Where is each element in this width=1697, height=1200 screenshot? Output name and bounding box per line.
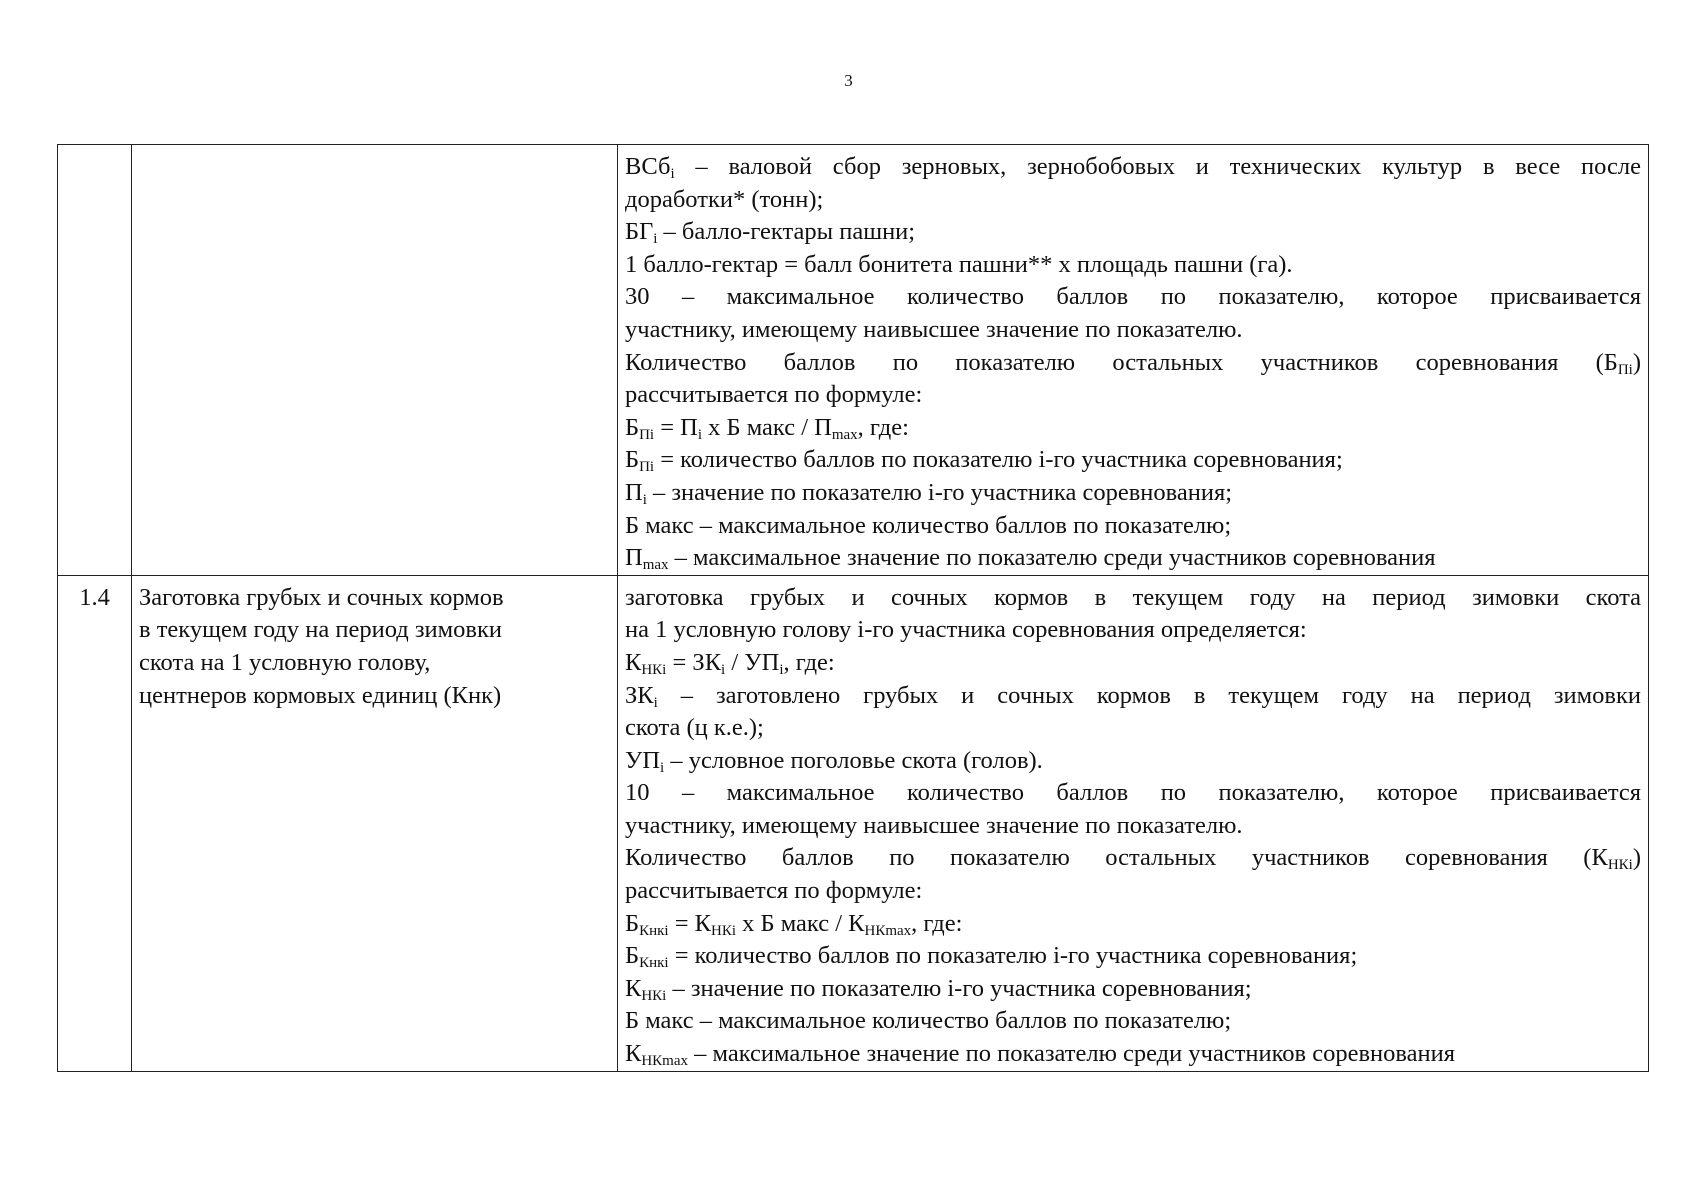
subscript-text: Пi xyxy=(639,459,655,476)
row-number-cell: 1.4 xyxy=(58,575,132,1071)
description-line xyxy=(625,1038,1641,1071)
description-text: – значение по показателю i-го участника соревнования; xyxy=(646,478,1233,506)
subscript-text: i xyxy=(670,166,675,182)
description-line xyxy=(625,582,1641,615)
description-text: рассчитывается по формуле: xyxy=(625,381,923,409)
description-line xyxy=(625,477,1641,510)
description-text: х Б макс / П xyxy=(702,413,832,441)
subscript-text: max xyxy=(831,426,858,443)
description-text: – заготовлено грубых и сочных кормов в текущем году на период зимовки xyxy=(657,681,1641,709)
description-text: – валовой сбор зерновых, зернобобовых и технических культур в весе после xyxy=(674,153,1641,180)
table-row xyxy=(58,145,1649,576)
subscript-text: i xyxy=(779,661,784,678)
subscript-text: Пi xyxy=(1617,361,1633,378)
description-line xyxy=(625,842,1641,875)
description-line xyxy=(625,216,1641,249)
calculation-method-cell xyxy=(618,145,1649,576)
description-text: Б xyxy=(625,446,640,474)
subscript-text: i xyxy=(653,694,658,711)
description-text: Количество баллов по показателю остальных участников соревнования (Б xyxy=(625,348,1618,376)
description-text: рассчитывается по формуле: xyxy=(625,877,923,905)
description-line xyxy=(625,875,1641,908)
subscript-text: НКi xyxy=(641,987,667,1004)
criteria-table xyxy=(57,144,1649,1072)
description-line xyxy=(625,810,1641,843)
indicator-name-cell xyxy=(132,575,618,1071)
calculation-method-cell xyxy=(618,575,1649,1071)
subscript-text: max xyxy=(642,557,669,574)
description-text: – значение по показателю i-го участника соревнования; xyxy=(666,974,1252,1002)
indicator-name-line: Заготовка грубых и сочных кормов xyxy=(139,583,504,611)
description-line xyxy=(625,151,1641,184)
page-number: 3 xyxy=(844,71,853,90)
description-line xyxy=(625,745,1641,778)
description-line xyxy=(625,908,1641,941)
subscript-text: Кнкi xyxy=(639,955,669,972)
description-line xyxy=(625,1005,1641,1038)
description-text: К xyxy=(625,974,642,1002)
subscript-text: i xyxy=(653,231,658,248)
description-line xyxy=(625,712,1641,745)
indicator-name-line: в текущем году на период зимовки xyxy=(139,616,502,644)
subscript-text: i xyxy=(660,759,665,776)
description-line xyxy=(625,249,1641,282)
subscript-text: i xyxy=(721,661,726,678)
description-text: – максимальное значение по показателю среди участников соревнования xyxy=(688,1040,1456,1068)
description-text: Б xyxy=(625,942,640,970)
description-line xyxy=(625,444,1641,477)
description-line xyxy=(625,281,1641,314)
description-text: , где: xyxy=(911,909,963,937)
description-text: УП xyxy=(625,746,661,774)
description-text: К xyxy=(625,1040,642,1068)
description-text: Б xyxy=(625,413,640,441)
description-line xyxy=(625,940,1641,973)
description-text: 10 – максимальное количество баллов по показателю, которое присваивается xyxy=(625,779,1641,807)
subscript-text: Пi xyxy=(639,426,655,443)
description-line xyxy=(625,777,1641,810)
description-text: = ЗК xyxy=(666,648,722,676)
description-text: 1 балло-гектар = балл бонитета пашни** х площадь пашни (га). xyxy=(625,250,1293,278)
description-text: Б макс – максимальное количество баллов по показателю; xyxy=(625,511,1232,539)
description-text: скота (ц к.е.); xyxy=(625,714,764,742)
description-text: х Б макс / К xyxy=(736,909,865,937)
description-text: = К xyxy=(668,909,711,937)
description-text: ) xyxy=(1632,348,1641,376)
subscript-text: НКmax xyxy=(641,1053,689,1070)
description-text: П xyxy=(625,478,643,506)
subscript-text: Кнкi xyxy=(639,922,669,939)
description-line xyxy=(625,647,1641,680)
description-line xyxy=(625,542,1641,575)
description-text: участнику, имеющему наивысшее значение по показателю. xyxy=(625,811,1243,839)
description-text: – максимальное значение по показателю среди участников соревнования xyxy=(668,544,1436,572)
table-row xyxy=(58,575,1649,1071)
description-text: ВСб xyxy=(625,153,671,180)
subscript-text: НКmax xyxy=(864,922,912,939)
subscript-text: НКi xyxy=(641,661,667,678)
description-line xyxy=(625,973,1641,1006)
subscript-text: НКi xyxy=(711,922,737,939)
description-line xyxy=(625,510,1641,543)
description-line xyxy=(625,412,1641,445)
description-text: ) xyxy=(1632,844,1641,872)
subscript-text: i xyxy=(697,426,703,443)
description-text: ЗК xyxy=(625,681,654,709)
description-text: 30 – максимальное количество баллов по показателю, которое присваивается xyxy=(625,283,1641,311)
description-text: / УП xyxy=(725,648,780,676)
subscript-text: i xyxy=(642,491,647,508)
description-text: – балло-гектары пашни; xyxy=(657,218,916,246)
row-number-cell xyxy=(58,145,132,576)
description-text: доработки* (тонн); xyxy=(625,185,824,213)
description-text: К xyxy=(625,648,642,676)
description-text: = количество баллов по показателю i-го участника соревнования; xyxy=(654,446,1343,474)
criteria-table-body xyxy=(58,145,1649,1072)
description-text: Б xyxy=(625,909,640,937)
description-text: Б макс – максимальное количество баллов по показателю; xyxy=(625,1007,1232,1035)
description-text: – условное поголовье скота (голов). xyxy=(664,746,1043,774)
description-text: П xyxy=(625,544,643,572)
subscript-text: НКi xyxy=(1607,857,1633,874)
description-text: на 1 условную голову i-го участника соревнования определяется: xyxy=(625,616,1307,644)
description-line xyxy=(625,184,1641,217)
description-text: Количество баллов по показателю остальных участников соревнования (К xyxy=(625,844,1608,872)
indicator-name-line: скота на 1 условную голову, xyxy=(139,648,431,676)
description-text: = количество баллов по показателю i-го участника соревнования; xyxy=(668,942,1358,970)
description-text: = П xyxy=(654,413,698,441)
description-line xyxy=(625,680,1641,713)
description-text: , где: xyxy=(783,648,835,676)
description-text: участнику, имеющему наивысшее значение по показателю. xyxy=(625,315,1243,343)
description-text: заготовка грубых и сочных кормов в текущем году на период зимовки скота xyxy=(625,583,1641,611)
description-text: , где: xyxy=(857,413,909,441)
description-line xyxy=(625,347,1641,380)
description-line xyxy=(625,614,1641,647)
indicator-name-line: центнеров кормовых единиц (Кнк) xyxy=(139,681,502,709)
indicator-name-cell xyxy=(132,145,618,576)
description-line xyxy=(625,314,1641,347)
description-line xyxy=(625,379,1641,412)
description-text: БГ xyxy=(625,218,654,246)
